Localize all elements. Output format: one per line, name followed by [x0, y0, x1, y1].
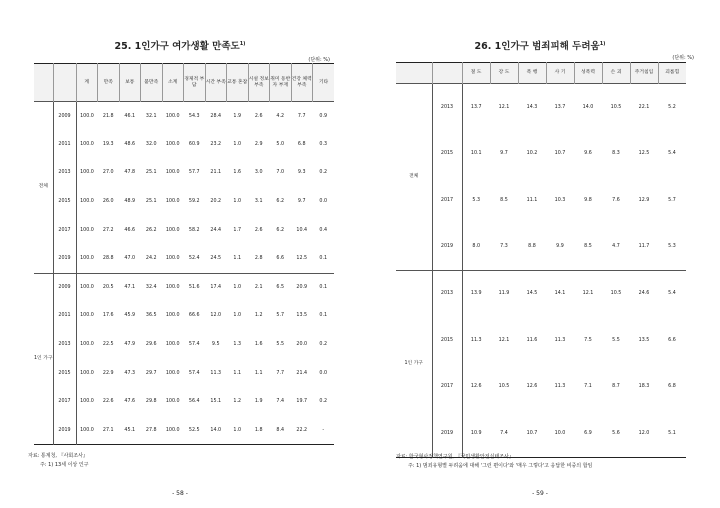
- col-header: 주거침입: [630, 63, 658, 84]
- col-header: 손 괴: [602, 63, 630, 84]
- value-cell: 100.0: [165, 227, 180, 233]
- value-cell: 12.1: [490, 84, 518, 131]
- col-header: 취미 동반자 부재: [270, 64, 292, 102]
- value-cell: 0.9: [313, 102, 335, 131]
- value-cell: 25.1: [145, 170, 157, 176]
- value-cell: 7.7: [276, 370, 285, 376]
- table-header: [34, 64, 334, 102]
- table-row: [34, 359, 334, 388]
- value-cell: 7.7: [291, 102, 313, 131]
- col-header: 시간 부족: [205, 64, 227, 102]
- page-number: - 59 -: [532, 490, 548, 497]
- value-cell: 22.2: [296, 427, 308, 433]
- leisure-satisfaction-table: [34, 63, 334, 445]
- value-cell: 100.0: [80, 227, 94, 233]
- value-cell: 1.1: [233, 370, 242, 376]
- table-row: [396, 317, 686, 364]
- value-cell: 32.1: [141, 102, 163, 131]
- value-cell: 32.0: [145, 141, 157, 147]
- value-cell: 2.9: [254, 141, 263, 147]
- value-cell: 27.2: [102, 227, 114, 233]
- table-row: [34, 216, 334, 245]
- table-row: [396, 224, 686, 271]
- value-cell: 100.0: [80, 427, 94, 433]
- value-cell: 24.2: [145, 256, 157, 262]
- value-cell: 3.1: [254, 199, 263, 205]
- col-header: 사 기: [546, 63, 574, 84]
- value-cell: 47.3: [124, 370, 136, 376]
- table-header: [396, 63, 686, 84]
- col-header: 성폭력: [574, 63, 602, 84]
- value-cell: 9.7: [297, 199, 306, 205]
- value-cell: 1.9: [254, 399, 263, 405]
- year-cell: 2017: [432, 364, 462, 411]
- value-cell: 100.0: [162, 273, 184, 302]
- group-label: 1인 가구: [396, 270, 432, 457]
- table-row: [34, 102, 334, 131]
- year-cell: 2013: [53, 330, 76, 359]
- value-cell: 100.0: [165, 141, 180, 147]
- value-cell: 15.1: [210, 399, 222, 405]
- table-row: [34, 130, 334, 159]
- value-cell: 9.6: [584, 151, 592, 157]
- value-cell: 2.6: [248, 102, 270, 131]
- value-cell: 57.4: [188, 342, 200, 348]
- value-cell: 4.7: [612, 244, 620, 250]
- value-cell: 11.3: [470, 337, 482, 343]
- value-cell: 11.3: [554, 337, 566, 343]
- value-cell: 7.6: [612, 197, 620, 203]
- value-cell: 12.1: [574, 270, 602, 317]
- value-cell: 6.2: [276, 227, 285, 233]
- value-cell: 32.4: [141, 273, 163, 302]
- year-cell: 2013: [432, 270, 462, 317]
- value-cell: 29.7: [145, 370, 157, 376]
- value-cell: 0.3: [319, 141, 328, 147]
- value-cell: 1.0: [233, 199, 242, 205]
- value-cell: 46.1: [119, 102, 141, 131]
- value-cell: 100.0: [76, 102, 98, 131]
- value-cell: 5.0: [276, 141, 285, 147]
- value-cell: 51.6: [184, 273, 206, 302]
- value-cell: 10.4: [296, 227, 308, 233]
- unit-label: (단위: %): [672, 55, 694, 61]
- value-cell: 100.0: [80, 199, 94, 205]
- year-cell: 2009: [53, 273, 76, 302]
- value-cell: 4.2: [270, 102, 292, 131]
- value-cell: 100.0: [80, 399, 94, 405]
- value-cell: 11.9: [490, 270, 518, 317]
- value-cell: 1.6: [254, 342, 263, 348]
- value-cell: 6.9: [584, 430, 592, 436]
- value-cell: 1.1: [233, 256, 242, 262]
- value-cell: 18.3: [638, 384, 650, 390]
- value-cell: 7.4: [500, 430, 508, 436]
- value-cell: 54.3: [184, 102, 206, 131]
- value-cell: 22.1: [630, 84, 658, 131]
- value-cell: 5.3: [668, 244, 676, 250]
- year-cell: 2015: [53, 359, 76, 388]
- value-cell: 0.0: [319, 370, 328, 376]
- value-cell: 5.5: [612, 337, 620, 343]
- value-cell: 6.8: [668, 384, 676, 390]
- value-cell: 11.1: [526, 197, 538, 203]
- value-cell: 59.2: [188, 199, 200, 205]
- value-cell: 10.7: [526, 430, 538, 436]
- year-cell: 2015: [432, 317, 462, 364]
- table-row: [34, 273, 334, 302]
- value-cell: 11.7: [638, 244, 650, 250]
- value-cell: 10.5: [602, 270, 630, 317]
- group-label: 전체: [34, 102, 53, 274]
- value-cell: 7.4: [276, 399, 285, 405]
- value-cell: 5.6: [612, 430, 620, 436]
- table-row: [396, 270, 686, 317]
- value-cell: 10.5: [498, 384, 510, 390]
- value-cell: 1.0: [233, 427, 242, 433]
- value-cell: 10.1: [470, 151, 482, 157]
- title-footnote-mark: 1): [599, 40, 606, 47]
- table-body: [396, 84, 686, 458]
- value-cell: 20.2: [210, 199, 222, 205]
- value-cell: 24.5: [210, 256, 222, 262]
- value-cell: 17.6: [102, 313, 114, 319]
- value-cell: 48.9: [124, 199, 136, 205]
- col-header: 절 도: [462, 63, 490, 84]
- value-cell: 8.3: [612, 151, 620, 157]
- table-body: [34, 102, 334, 445]
- value-cell: 7.3: [500, 244, 508, 250]
- unit-label: (단위: %): [308, 57, 330, 63]
- value-cell: 12.0: [638, 430, 650, 436]
- value-cell: 7.5: [584, 337, 592, 343]
- value-cell: 5.1: [668, 430, 676, 436]
- table-row: [34, 302, 334, 331]
- value-cell: 1.0: [233, 141, 242, 147]
- value-cell: 8.7: [612, 384, 620, 390]
- year-cell: 2011: [53, 130, 76, 159]
- value-cell: 21.4: [296, 370, 308, 376]
- value-cell: 12.5: [638, 151, 650, 157]
- value-cell: 27.1: [102, 427, 114, 433]
- col-header: 소계: [162, 64, 184, 102]
- value-cell: 14.3: [518, 84, 546, 131]
- page-title: [360, 38, 720, 52]
- value-cell: 2.8: [254, 256, 263, 262]
- value-cell: 26.2: [145, 227, 157, 233]
- value-cell: 5.7: [668, 197, 676, 203]
- year-cell: 2015: [432, 130, 462, 177]
- value-cell: 22.5: [102, 342, 114, 348]
- table-row: [34, 159, 334, 188]
- value-cell: 7.0: [276, 170, 285, 176]
- value-cell: 46.6: [124, 227, 136, 233]
- value-cell: 8.8: [528, 244, 536, 250]
- value-cell: 11.3: [554, 384, 566, 390]
- title-text: 25. 1인가구 여가생활 만족도: [114, 41, 240, 52]
- value-cell: 47.1: [119, 273, 141, 302]
- value-cell: 27.0: [102, 170, 114, 176]
- col-header: 계: [76, 64, 98, 102]
- value-cell: 100.0: [165, 370, 180, 376]
- value-cell: 17.4: [205, 273, 227, 302]
- value-cell: 0.4: [319, 227, 328, 233]
- value-cell: 5.5: [276, 342, 285, 348]
- value-cell: 100.0: [165, 342, 180, 348]
- value-cell: 100.0: [80, 370, 94, 376]
- value-cell: 5.4: [668, 151, 676, 157]
- value-cell: 1.1: [254, 370, 263, 376]
- value-cell: 1.3: [233, 342, 242, 348]
- value-cell: 45.9: [124, 313, 136, 319]
- value-cell: 9.7: [500, 151, 508, 157]
- value-cell: 66.6: [188, 313, 200, 319]
- source-note: 자료: 한국형사정책연구원, 『국민생활안전실태조사』: [396, 454, 514, 460]
- col-header: 보통: [119, 64, 141, 102]
- value-cell: 23.2: [210, 141, 222, 147]
- value-cell: 12.6: [470, 384, 482, 390]
- value-cell: 22.9: [102, 370, 114, 376]
- value-cell: 19.3: [102, 141, 114, 147]
- source-note: 자료: 통계청, 『사회조사』: [28, 453, 88, 459]
- value-cell: 10.5: [602, 84, 630, 131]
- value-cell: 9.9: [556, 244, 564, 250]
- value-cell: 47.0: [124, 256, 136, 262]
- value-cell: 10.3: [554, 197, 566, 203]
- value-cell: 8.4: [276, 427, 285, 433]
- value-cell: 100.0: [80, 342, 94, 348]
- col-header: 폭 행: [518, 63, 546, 84]
- value-cell: 5.7: [276, 313, 285, 319]
- col-header: 만족: [98, 64, 120, 102]
- value-cell: 28.4: [205, 102, 227, 131]
- value-cell: 48.6: [124, 141, 136, 147]
- year-cell: 2017: [53, 387, 76, 416]
- value-cell: 100.0: [80, 313, 94, 319]
- table-row: [396, 364, 686, 411]
- value-cell: 47.6: [124, 399, 136, 405]
- value-cell: 5.3: [472, 197, 481, 203]
- value-cell: 3.0: [254, 170, 263, 176]
- footnote: 주: 1) 13세 이상 인구: [40, 462, 89, 468]
- value-cell: 20.9: [291, 273, 313, 302]
- value-cell: 0.1: [319, 313, 328, 319]
- value-cell: 6.5: [270, 273, 292, 302]
- value-cell: 27.8: [145, 427, 157, 433]
- value-cell: 6.2: [276, 199, 285, 205]
- value-cell: 0.2: [319, 399, 328, 405]
- value-cell: 100.0: [165, 399, 180, 405]
- value-cell: 57.4: [188, 370, 200, 376]
- value-cell: 5.4: [658, 270, 686, 317]
- year-cell: 2011: [53, 302, 76, 331]
- table-row: [396, 130, 686, 177]
- value-cell: 56.4: [188, 399, 200, 405]
- value-cell: 20.5: [98, 273, 120, 302]
- value-cell: 12.9: [638, 197, 650, 203]
- value-cell: 2.6: [254, 227, 263, 233]
- year-cell: 2009: [53, 102, 76, 131]
- table-row: [34, 416, 334, 445]
- value-cell: 8.5: [500, 197, 508, 203]
- value-cell: 58.2: [188, 227, 200, 233]
- value-cell: 14.0: [574, 84, 602, 131]
- col-header: 건강 체력 부족: [291, 64, 313, 102]
- value-cell: 1.2: [233, 399, 242, 405]
- year-cell: 2013: [432, 84, 462, 131]
- value-cell: 6.8: [297, 141, 306, 147]
- year-cell: 2013: [53, 159, 76, 188]
- value-cell: 0.2: [319, 170, 328, 176]
- value-cell: 21.8: [98, 102, 120, 131]
- value-cell: 1.9: [227, 102, 249, 131]
- value-cell: 11.6: [526, 337, 538, 343]
- table-row: [34, 244, 334, 273]
- value-cell: 13.9: [462, 270, 490, 317]
- value-cell: 14.5: [518, 270, 546, 317]
- value-cell: 10.9: [470, 430, 482, 436]
- value-cell: 14.1: [546, 270, 574, 317]
- value-cell: 57.7: [188, 170, 200, 176]
- col-header: 경제적 부담: [184, 64, 206, 102]
- year-cell: 2019: [53, 416, 76, 445]
- year-cell: 2015: [53, 187, 76, 216]
- crime-fear-table: [396, 62, 686, 458]
- group-label: 전체: [396, 84, 432, 271]
- value-cell: 1.2: [254, 313, 263, 319]
- value-cell: 29.8: [145, 399, 157, 405]
- year-cell: 2019: [432, 224, 462, 271]
- value-cell: 100.0: [165, 199, 180, 205]
- value-cell: -: [322, 427, 325, 433]
- value-cell: 100.0: [162, 102, 184, 131]
- table-row: [396, 84, 686, 131]
- col-header: 괴롭힘: [658, 63, 686, 84]
- footnote: 주: 1) 범죄유형별 두려움에 대해 '그런 편이다'와 '매우 그렇다'고 응답한 비중의 합임: [408, 463, 593, 469]
- col-header: 기타: [313, 64, 335, 102]
- value-cell: 52.4: [188, 256, 200, 262]
- value-cell: 8.5: [584, 244, 592, 250]
- value-cell: 0.2: [319, 342, 328, 348]
- value-cell: 1.7: [233, 227, 242, 233]
- value-cell: 12.5: [296, 256, 308, 262]
- table-row: [34, 330, 334, 359]
- value-cell: 100.0: [80, 256, 94, 262]
- value-cell: 12.6: [526, 384, 538, 390]
- col-header: 불만족: [141, 64, 163, 102]
- value-cell: 11.3: [210, 370, 222, 376]
- value-cell: 24.6: [630, 270, 658, 317]
- value-cell: 52.5: [188, 427, 200, 433]
- value-cell: 2.1: [248, 273, 270, 302]
- value-cell: 100.0: [80, 141, 94, 147]
- value-cell: 100.0: [76, 273, 98, 302]
- value-cell: 1.8: [254, 427, 263, 433]
- page-title: [0, 38, 360, 52]
- year-cell: 2017: [53, 216, 76, 245]
- value-cell: 47.8: [124, 170, 136, 176]
- value-cell: 0.1: [313, 273, 335, 302]
- value-cell: 10.2: [526, 151, 538, 157]
- value-cell: 100.0: [165, 427, 180, 433]
- value-cell: 7.1: [584, 384, 592, 390]
- value-cell: 60.9: [188, 141, 200, 147]
- year-cell: 2017: [432, 177, 462, 224]
- value-cell: 20.0: [296, 342, 308, 348]
- value-cell: 28.8: [102, 256, 114, 262]
- col-header: 강 도: [490, 63, 518, 84]
- value-cell: 0.1: [319, 256, 328, 262]
- value-cell: 8.0: [472, 244, 481, 250]
- value-cell: 47.9: [124, 342, 136, 348]
- col-header: 교통 혼잡: [227, 64, 249, 102]
- value-cell: 10.0: [554, 430, 566, 436]
- table-row: [34, 187, 334, 216]
- value-cell: 45.1: [124, 427, 136, 433]
- value-cell: 13.7: [546, 84, 574, 131]
- title-footnote-mark: 1): [239, 40, 246, 47]
- value-cell: 6.6: [276, 256, 285, 262]
- value-cell: 100.0: [165, 313, 180, 319]
- value-cell: 29.6: [145, 342, 157, 348]
- value-cell: 24.4: [210, 227, 222, 233]
- value-cell: 9.5: [211, 342, 220, 348]
- value-cell: 22.6: [102, 399, 114, 405]
- value-cell: 19.7: [296, 399, 308, 405]
- year-cell: 2019: [432, 410, 462, 457]
- value-cell: 5.2: [658, 84, 686, 131]
- right-page: [360, 0, 720, 508]
- value-cell: 100.0: [165, 170, 180, 176]
- value-cell: 1.0: [227, 273, 249, 302]
- value-cell: 13.7: [462, 84, 490, 131]
- value-cell: 6.6: [668, 337, 676, 343]
- page-number: - 58 -: [172, 490, 188, 497]
- value-cell: 0.0: [319, 199, 328, 205]
- title-text: 26. 1인가구 범죄피해 두려움: [474, 41, 600, 52]
- value-cell: 26.0: [102, 199, 114, 205]
- value-cell: 100.0: [80, 170, 94, 176]
- value-cell: 12.1: [498, 337, 510, 343]
- value-cell: 9.8: [584, 197, 592, 203]
- group-label: 1인 가구: [34, 273, 53, 445]
- value-cell: 12.0: [210, 313, 222, 319]
- value-cell: 13.5: [296, 313, 308, 319]
- value-cell: 10.7: [554, 151, 566, 157]
- year-cell: 2019: [53, 244, 76, 273]
- value-cell: 21.1: [210, 170, 222, 176]
- table-row: [34, 387, 334, 416]
- value-cell: 36.5: [145, 313, 157, 319]
- value-cell: 100.0: [165, 256, 180, 262]
- col-header: 시설 정보 부족: [248, 64, 270, 102]
- table-row: [396, 177, 686, 224]
- value-cell: 13.5: [638, 337, 650, 343]
- value-cell: 1.0: [233, 313, 242, 319]
- table-row: [396, 410, 686, 457]
- value-cell: 14.0: [210, 427, 222, 433]
- value-cell: 25.1: [145, 199, 157, 205]
- value-cell: 9.3: [297, 170, 306, 176]
- value-cell: 1.6: [233, 170, 242, 176]
